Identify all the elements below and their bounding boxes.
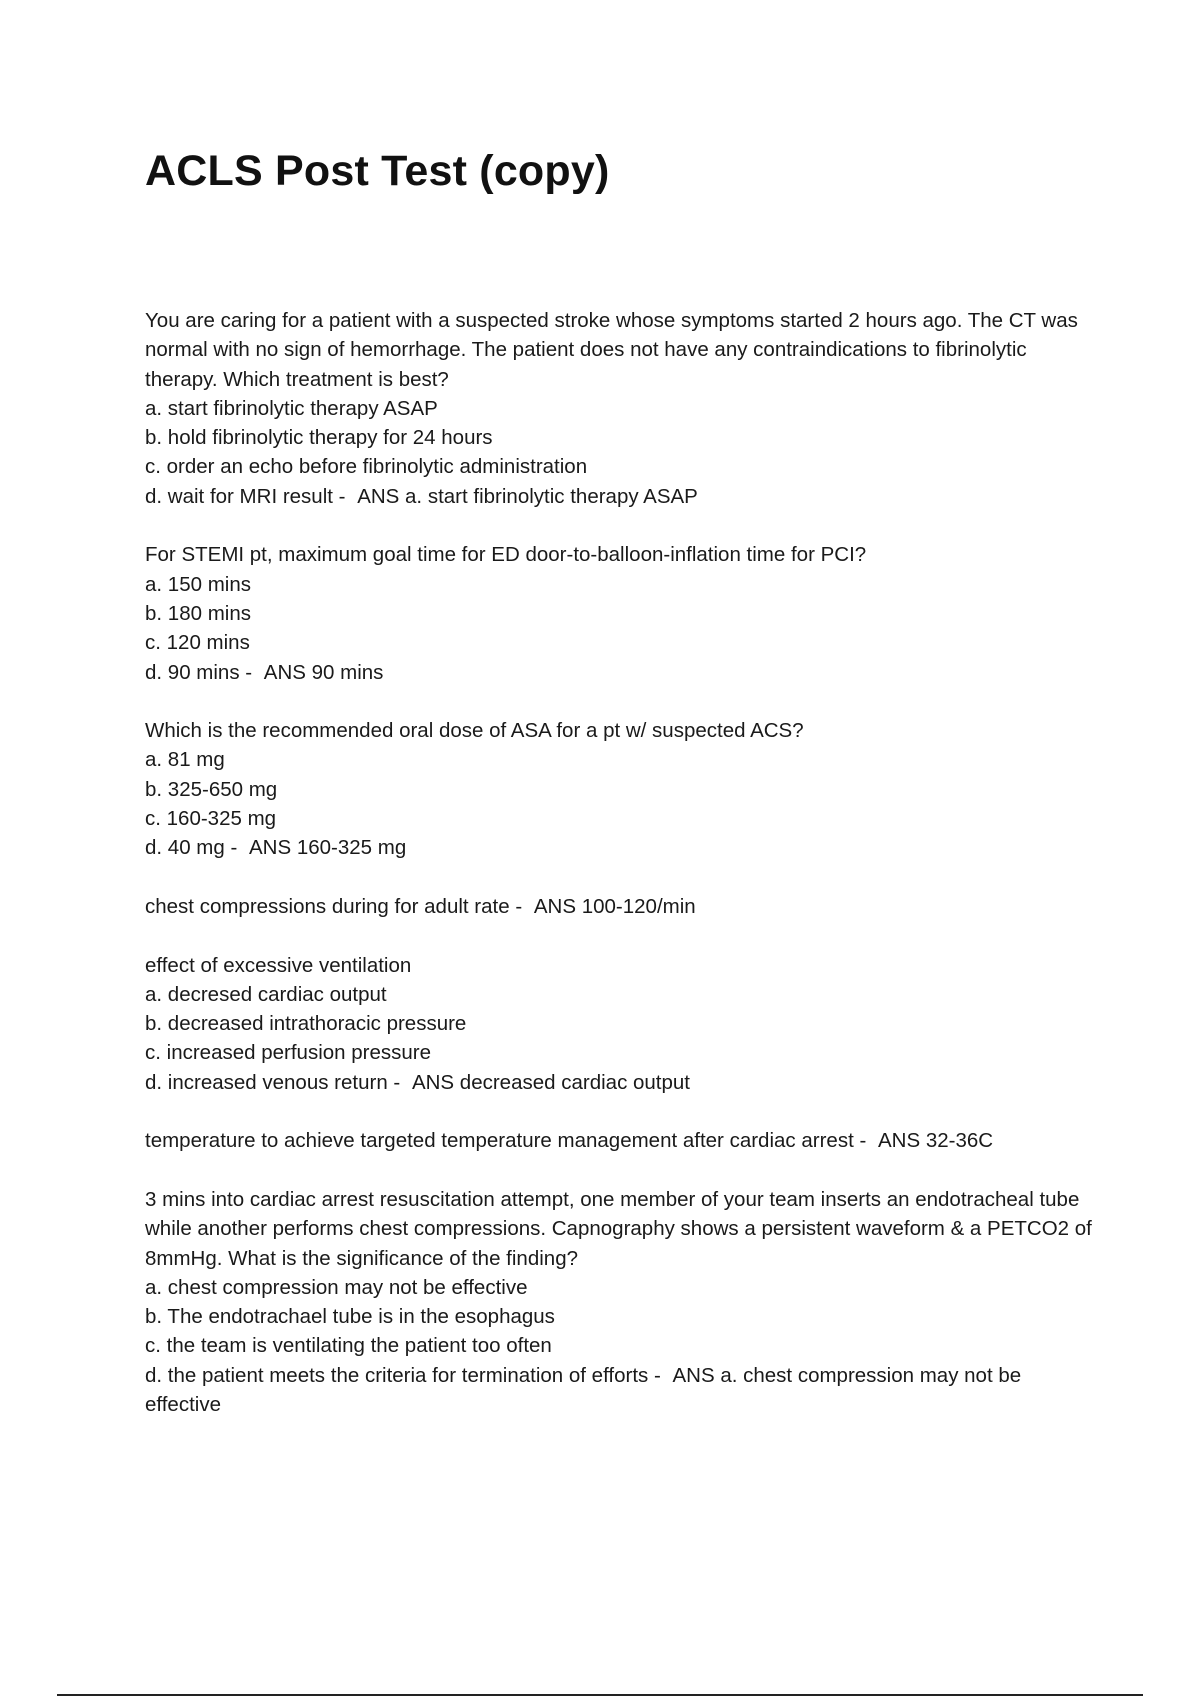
qa-item	[145, 951, 1095, 1097]
answer-key: ANS 100-120/min	[533, 894, 696, 918]
answer-key: ANS a. chest compression may not be effective	[145, 1363, 1022, 1416]
answer-option: d. 90 mins	[145, 660, 240, 684]
question-with-answer: chest compressions during for adult rate - ANS 100-120/min	[145, 894, 696, 918]
answer-option: a. chest compression may not be effective	[145, 1275, 528, 1299]
question-text: 3 mins into cardiac arrest resuscitation attempt, one member of your team inserts an endotracheal tube while another performs chest compressions. Capnography shows a persistent waveform & a PETCO2 of 8mmHg. What is the significance of the finding?	[145, 1187, 1092, 1270]
qa-item	[145, 306, 1095, 511]
question-text: Which is the recommended oral dose of ASA for a pt w/ suspected ACS?	[145, 719, 804, 743]
question-with-answer: temperature to achieve targeted temperature management after cardiac arrest - ANS 32-36C	[145, 1129, 994, 1153]
answer-option-last: d. increased venous return - ANS decreased cardiac output	[145, 1070, 691, 1094]
answer-option: a. decresed cardiac output	[145, 982, 387, 1006]
answer-option: c. increased perfusion pressure	[145, 1041, 432, 1065]
answer-option: b. 325-650 mg	[145, 777, 278, 801]
answer-key: ANS decreased cardiac output	[411, 1070, 691, 1094]
answer-option: d. the patient meets the criteria for termination of efforts	[145, 1363, 649, 1387]
answer-option: d. 40 mg	[145, 836, 225, 860]
question-text: temperature to achieve targeted temperature management after cardiac arrest	[145, 1129, 854, 1153]
answer-option: b. 180 mins	[145, 601, 251, 625]
answer-option: a. 150 mins	[145, 572, 251, 596]
answer-option: b. hold fibrinolytic therapy for 24 hours	[145, 426, 493, 450]
qa-item	[145, 892, 1095, 921]
document-title: ACLS Post Test (copy)	[145, 147, 610, 195]
answer-key: ANS 90 mins	[263, 660, 384, 684]
answer-option-last: d. wait for MRI result - ANS a. start fibrinolytic therapy ASAP	[145, 484, 698, 508]
answer-option: c. 160-325 mg	[145, 807, 277, 831]
qa-list	[145, 306, 1095, 1449]
question-text: chest compressions during for adult rate	[145, 894, 510, 918]
footer-divider	[57, 1694, 1143, 1696]
answer-option-last: d. the patient meets the criteria for termination of efforts - ANS a. chest compression may not be effective	[145, 1363, 1022, 1416]
answer-option: c. order an echo before fibrinolytic administration	[145, 455, 588, 479]
qa-item	[145, 540, 1095, 686]
answer-key: ANS a. start fibrinolytic therapy ASAP	[357, 484, 698, 508]
answer-option: d. wait for MRI result	[145, 484, 333, 508]
qa-item	[145, 1185, 1095, 1419]
answer-option: d. increased venous return	[145, 1070, 388, 1094]
answer-option: a. start fibrinolytic therapy ASAP	[145, 396, 438, 420]
qa-item	[145, 1126, 1095, 1155]
answer-key: ANS 32-36C	[877, 1129, 994, 1153]
question-text: For STEMI pt, maximum goal time for ED door-to-balloon-inflation time for PCI?	[145, 543, 867, 567]
answer-option-last: d. 90 mins - ANS 90 mins	[145, 660, 384, 684]
answer-option: b. The endotrachael tube is in the esophagus	[145, 1305, 555, 1329]
answer-option: b. decreased intrathoracic pressure	[145, 1012, 467, 1036]
question-text: effect of excessive ventilation	[145, 953, 412, 977]
answer-option: c. 120 mins	[145, 631, 250, 655]
answer-option: c. the team is ventilating the patient too often	[145, 1334, 552, 1358]
answer-key: ANS 160-325 mg	[249, 836, 407, 860]
answer-option-last: d. 40 mg - ANS 160-325 mg	[145, 836, 407, 860]
question-text: You are caring for a patient with a suspected stroke whose symptoms started 2 hours ago. The CT was normal with no sign of hemorrhage. The patient does not have any contraindications to fibrinolytic therapy. Which treatment is best?	[145, 309, 1078, 391]
answer-option: a. 81 mg	[145, 748, 225, 772]
qa-item	[145, 716, 1095, 862]
